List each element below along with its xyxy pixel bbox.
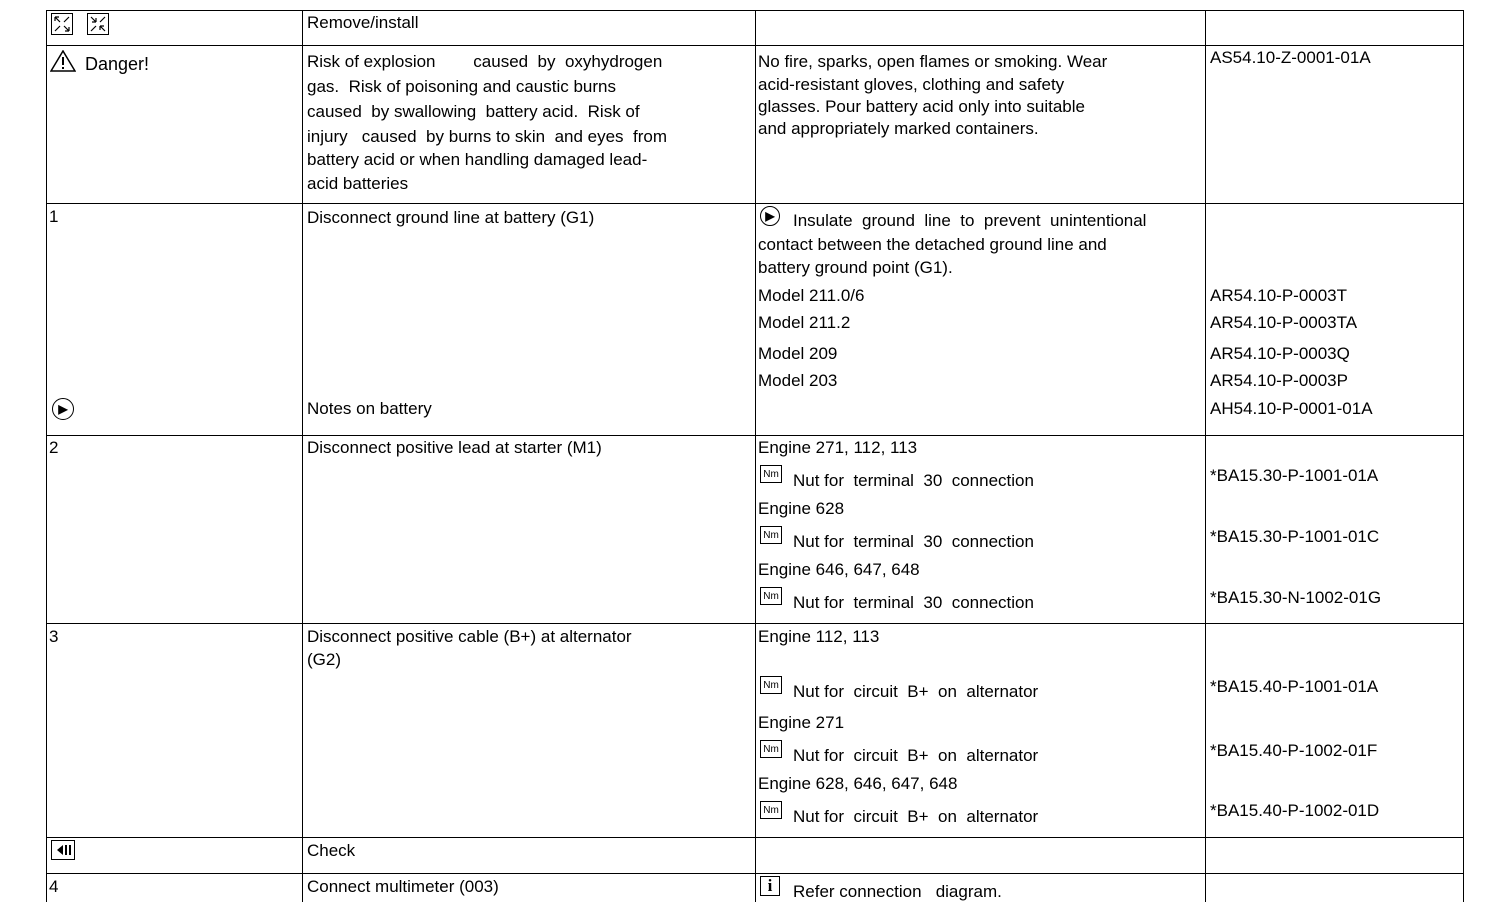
engine-label: Engine 646, 647, 648 (758, 560, 920, 579)
section-title: Remove/install (307, 13, 419, 32)
remove-icon (51, 13, 73, 35)
step-action: Disconnect positive lead at starter (M1) (307, 438, 602, 457)
check-flag-icon (51, 840, 75, 860)
danger-ref[interactable]: AS54.10-Z-0001-01A (1210, 48, 1371, 67)
torque-label: Nut for circuit B+ on alternator (793, 682, 1039, 701)
step-note: Refer connection diagram. (793, 882, 1002, 901)
torque-ref[interactable]: *BA15.30-P-1001-01C (1210, 527, 1380, 546)
note-circle-icon: ▶ (760, 206, 780, 226)
step-note-line: battery ground point (G1). (758, 258, 953, 277)
model-label: Model 211.0/6 (758, 286, 865, 305)
danger-risk-line: injury caused by burns to skin and eyes from (307, 127, 668, 146)
danger-risk-line: caused by swallowing battery acid. Risk of (307, 102, 640, 121)
model-ref[interactable]: AR54.10-P-0003Q (1210, 344, 1350, 363)
step-number: 4 (49, 877, 59, 896)
torque-ref[interactable]: *BA15.40-P-1002-01D (1210, 801, 1380, 820)
model-ref[interactable]: AR54.10-P-0003P (1210, 371, 1348, 390)
model-ref[interactable]: AR54.10-P-0003T (1210, 286, 1348, 305)
notes-ref[interactable]: AH54.10-P-0001-01A (1210, 399, 1373, 418)
engine-label: Engine 271 (758, 713, 845, 732)
model-label: Model 211.2 (758, 313, 851, 332)
danger-risk-line: gas. Risk of poisoning and caustic burns (307, 77, 617, 96)
engine-label: Engine 112, 113 (758, 627, 880, 646)
torque-ref[interactable]: *BA15.30-P-1001-01A (1210, 466, 1379, 485)
model-label: Model 209 (758, 344, 838, 363)
step-number: 3 (49, 627, 59, 646)
torque-label: Nut for terminal 30 connection (793, 471, 1034, 490)
step-number: 1 (49, 207, 59, 226)
step-number: 2 (49, 438, 59, 457)
step-note-line: contact between the detached ground line and (758, 235, 1107, 254)
torque-ref[interactable]: *BA15.40-P-1002-01F (1210, 741, 1378, 760)
info-icon: i (760, 876, 780, 896)
danger-measure-line: and appropriately marked containers. (758, 119, 1039, 138)
danger-label: Danger! (85, 54, 150, 74)
torque-nm-icon: Nm (760, 587, 782, 605)
engine-label: Engine 271, 112, 113 (758, 438, 918, 457)
torque-label: Nut for terminal 30 connection (793, 532, 1034, 551)
torque-label: Nut for circuit B+ on alternator (793, 746, 1039, 765)
danger-risk-line: Risk of explosion caused by oxyhydrogen (307, 52, 663, 71)
torque-nm-icon: Nm (760, 740, 782, 758)
engine-label: Engine 628, 646, 647, 648 (758, 774, 958, 793)
danger-measure-line: No fire, sparks, open flames or smoking. Wear (758, 52, 1108, 71)
step-action: Disconnect positive cable (B+) at alternator (307, 627, 632, 646)
note-circle-icon: ▶ (52, 398, 74, 420)
torque-nm-icon: Nm (760, 526, 782, 544)
torque-ref[interactable]: *BA15.30-N-1002-01G (1210, 588, 1382, 607)
step-note-line: Insulate ground line to prevent unintentional (793, 211, 1147, 230)
notes-label: Notes on battery (307, 399, 432, 418)
danger-measure-line: acid-resistant gloves, clothing and safety (758, 75, 1065, 94)
model-label: Model 203 (758, 371, 838, 390)
install-icon (87, 13, 109, 35)
engine-label: Engine 628 (758, 499, 845, 518)
torque-label: Nut for circuit B+ on alternator (793, 807, 1039, 826)
step-action: Disconnect ground line at battery (G1) (307, 208, 595, 227)
danger-measure-line: glasses. Pour battery acid only into suitable (758, 97, 1085, 116)
step-action: Connect multimeter (003) (307, 877, 499, 896)
warning-triangle-icon (50, 50, 76, 72)
model-ref[interactable]: AR54.10-P-0003TA (1210, 313, 1358, 332)
check-label: Check (307, 841, 356, 860)
torque-nm-icon: Nm (760, 801, 782, 819)
step-action: (G2) (307, 650, 341, 669)
torque-label: Nut for terminal 30 connection (793, 593, 1034, 612)
danger-risk-line: acid batteries (307, 174, 409, 193)
torque-ref[interactable]: *BA15.40-P-1001-01A (1210, 677, 1379, 696)
torque-nm-icon: Nm (760, 465, 782, 483)
danger-risk-line: battery acid or when handling damaged lead- (307, 150, 648, 169)
torque-nm-icon: Nm (760, 676, 782, 694)
